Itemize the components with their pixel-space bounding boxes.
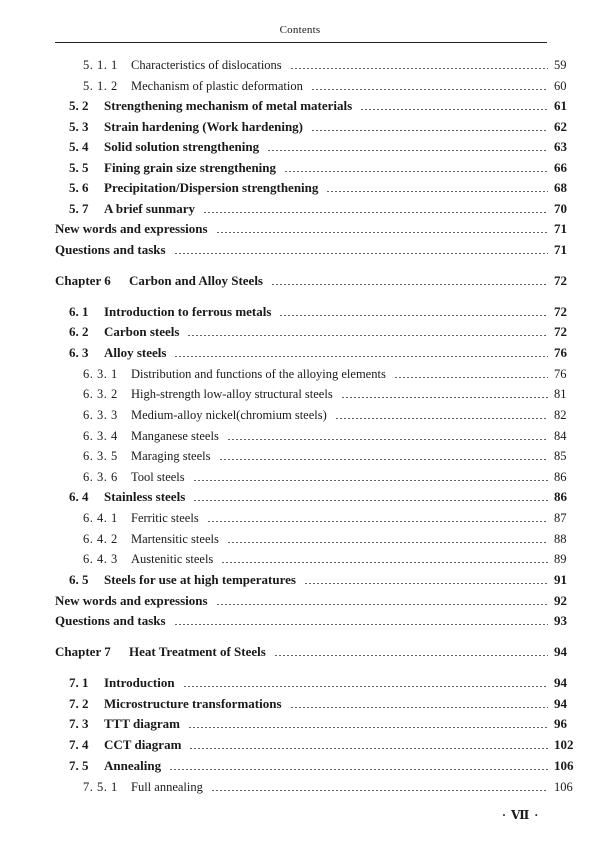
toc-entry-page: 72 — [554, 273, 567, 288]
toc-entry-page: 60 — [554, 79, 567, 93]
toc-entry-page: 102 — [554, 737, 574, 752]
toc-entry[interactable] — [0, 302, 600, 320]
leader-dots — [311, 130, 548, 131]
toc-entry-page: 86 — [554, 489, 567, 504]
leader-dots — [174, 624, 548, 625]
toc-entry-page: 61 — [554, 98, 567, 113]
toc-entry[interactable] — [0, 735, 600, 753]
leader-dots — [188, 727, 548, 728]
toc-entry-title: Introduction — [104, 675, 175, 690]
toc-entry-number: 6. 3 — [69, 345, 89, 360]
leader-dots — [221, 562, 548, 563]
toc-entry[interactable] — [0, 529, 600, 547]
toc-entry-number: 6. 2 — [69, 324, 89, 339]
toc-entry[interactable] — [0, 137, 600, 155]
toc-entry-number: 6. 4. 2 — [83, 532, 118, 546]
leader-dots — [193, 500, 548, 501]
toc-entry-page: 84 — [554, 429, 567, 443]
header-rule — [55, 42, 547, 43]
leader-dots — [227, 439, 548, 440]
toc-entry-page: 72 — [554, 304, 567, 319]
toc-entry-title: High-strength low-alloy structural steels — [131, 387, 333, 401]
leader-dots — [394, 377, 548, 378]
toc-chapter-number: Chapter 6 — [55, 273, 111, 288]
toc-entry-page: 76 — [554, 367, 567, 381]
toc-entry-title: New words and expressions — [55, 221, 208, 236]
toc-entry-page: 62 — [554, 119, 567, 134]
leader-dots — [304, 583, 548, 584]
leader-dots — [216, 604, 548, 605]
toc-entry[interactable] — [0, 756, 600, 774]
leader-dots — [193, 480, 548, 481]
toc-entry-title: Ferritic steels — [131, 511, 199, 525]
toc-entry[interactable] — [0, 55, 600, 73]
toc-entry-page: 89 — [554, 552, 567, 566]
toc-entry-number: 7. 2 — [69, 696, 89, 711]
toc-entry-page: 94 — [554, 675, 567, 690]
leader-dots — [203, 212, 548, 213]
toc-entry[interactable] — [0, 158, 600, 176]
toc-entry[interactable] — [0, 240, 600, 258]
toc-chapter-entry[interactable] — [0, 271, 600, 289]
toc-entry-title: Strain hardening (Work hardening) — [104, 119, 304, 134]
leader-dots — [207, 521, 548, 522]
toc-entry-number: 6. 4 — [69, 489, 89, 504]
toc-entry-page: 71 — [554, 221, 567, 236]
leader-dots — [311, 89, 548, 90]
leader-dots — [279, 315, 548, 316]
toc-entry-title: Questions and tasks — [55, 613, 166, 628]
toc-entry-title: Manganese steels — [131, 429, 219, 443]
toc-entry-number: 6. 5 — [69, 572, 89, 587]
leader-dots — [183, 686, 548, 687]
toc-entry-title: Characteristics of dislocations — [131, 58, 282, 72]
toc-entry-page: 82 — [554, 408, 567, 422]
leader-dots — [290, 68, 548, 69]
leader-dots — [341, 397, 548, 398]
leader-dots — [227, 542, 548, 543]
leader-dots — [326, 191, 548, 192]
toc-entry[interactable] — [0, 777, 600, 795]
toc-entry[interactable] — [0, 673, 600, 691]
toc-entry-number: 7. 1 — [69, 675, 89, 690]
leader-dots — [216, 232, 548, 233]
toc-entry-page: 96 — [554, 716, 567, 731]
toc-entry-page: 76 — [554, 345, 567, 360]
toc-chapter-title: Carbon and Alloy Steels — [129, 273, 263, 288]
toc-entry[interactable] — [0, 364, 600, 382]
toc-entry-title: CCT diagram — [104, 737, 182, 752]
toc-entry-page: 85 — [554, 449, 567, 463]
leader-dots — [290, 707, 548, 708]
toc-entry-title: Alloy steels — [104, 345, 167, 360]
toc-entry-page: 93 — [554, 613, 567, 628]
leader-dots — [174, 253, 548, 254]
leader-dots — [169, 769, 548, 770]
toc-entry-title: Precipitation/Dispersion strengthening — [104, 180, 319, 195]
toc-entry[interactable] — [0, 343, 600, 361]
toc-entry-page: 91 — [554, 572, 567, 587]
toc-entry-number: 5. 4 — [69, 139, 89, 154]
toc-entry-title: Solid solution strengthening — [104, 139, 260, 154]
toc-entry[interactable] — [0, 591, 600, 609]
toc-entry-number: 7. 3 — [69, 716, 89, 731]
toc-entry-title: Mechanism of plastic deformation — [131, 79, 303, 93]
toc-entry-page: 106 — [554, 780, 573, 794]
toc-entry-page: 59 — [554, 58, 567, 72]
toc-entry[interactable] — [0, 322, 600, 340]
toc-entry[interactable] — [0, 467, 600, 485]
toc-entry[interactable] — [0, 405, 600, 423]
toc-entry-page: 81 — [554, 387, 567, 401]
toc-entry-number: 5. 2 — [69, 98, 89, 113]
toc-entry-page: 94 — [554, 696, 567, 711]
leader-dots — [219, 459, 549, 460]
toc-entry[interactable] — [0, 117, 600, 135]
toc-entry-page: 106 — [554, 758, 574, 773]
leader-dots — [267, 150, 548, 151]
toc-entry-title: Maraging steels — [131, 449, 211, 463]
toc-entry-number: 7. 5. 1 — [83, 780, 118, 794]
toc-entry-title: Tool steels — [131, 470, 185, 484]
toc-entry[interactable] — [0, 76, 600, 94]
toc-entry-page: 68 — [554, 180, 567, 195]
leader-dots — [335, 418, 548, 419]
toc-entry-title: Steels for use at high temperatures — [104, 572, 296, 587]
leader-dots — [360, 109, 548, 110]
toc-entry-number: 6. 3. 5 — [83, 449, 118, 463]
leader-dots — [271, 284, 548, 285]
toc-entry-title: Full annealing — [131, 780, 203, 794]
toc-entry-number: 5. 7 — [69, 201, 89, 216]
toc-entry-page: 86 — [554, 470, 567, 484]
toc-entry-number: 5. 3 — [69, 119, 89, 134]
leader-dots — [211, 790, 548, 791]
toc-entry-title: Medium-alloy nickel(chromium steels) — [131, 408, 327, 422]
toc-entry[interactable] — [0, 714, 600, 732]
toc-entry-number: 7. 5 — [69, 758, 89, 773]
toc-entry[interactable] — [0, 384, 600, 402]
toc-entry[interactable] — [0, 199, 600, 217]
toc-entry-number: 6. 3. 2 — [83, 387, 118, 401]
leader-dots — [189, 748, 548, 749]
toc-entry-number: 6. 3. 3 — [83, 408, 118, 422]
toc-entry-page: 63 — [554, 139, 567, 154]
toc-entry[interactable] — [0, 446, 600, 464]
toc-entry-title: Microstructure transformations — [104, 696, 282, 711]
toc-entry-title: TTT diagram — [104, 716, 180, 731]
toc-entry-number: 6. 3. 6 — [83, 470, 118, 484]
toc-entry-title: Carbon steels — [104, 324, 180, 339]
toc-chapter-entry[interactable] — [0, 642, 600, 660]
toc-entry-title: Questions and tasks — [55, 242, 166, 257]
toc-entry[interactable] — [0, 96, 600, 114]
toc-entry-number: 6. 3. 4 — [83, 429, 118, 443]
toc-entry[interactable] — [0, 508, 600, 526]
toc-entry-title: A brief sunmary — [104, 201, 195, 216]
toc-entry[interactable] — [0, 549, 600, 567]
toc-entry-title: Stainless steels — [104, 489, 186, 504]
toc-entry-title: Annealing — [104, 758, 162, 773]
toc-entry-page: 70 — [554, 201, 567, 216]
leader-dots — [284, 171, 548, 172]
leader-dots — [174, 356, 548, 357]
toc-entry-number: 5. 6 — [69, 180, 89, 195]
toc-entry-page: 88 — [554, 532, 567, 546]
toc-entry-page: 71 — [554, 242, 567, 257]
toc-entry[interactable] — [0, 426, 600, 444]
running-header-title: Contents — [279, 24, 321, 36]
toc-entry[interactable] — [0, 694, 600, 712]
toc-entry-number: 6. 4. 1 — [83, 511, 118, 525]
leader-dots — [187, 335, 548, 336]
leader-dots — [274, 655, 548, 656]
toc-entry-number: 6. 3. 1 — [83, 367, 118, 381]
toc-entry-number: 5. 1. 1 — [83, 58, 118, 72]
toc-entry[interactable] — [0, 487, 600, 505]
toc-entry-title: Martensitic steels — [131, 532, 219, 546]
page-number-marker: · Ⅶ · — [502, 808, 540, 822]
toc-entry-title: Distribution and functions of the alloying elements — [131, 367, 386, 381]
toc-entry-title: Austenitic steels — [131, 552, 214, 566]
toc-chapter-number: Chapter 7 — [55, 644, 111, 659]
toc-entry[interactable] — [0, 570, 600, 588]
toc-entry-page: 87 — [554, 511, 567, 525]
toc-entry-number: 7. 4 — [69, 737, 89, 752]
toc-entry-page: 94 — [554, 644, 567, 659]
toc-entry-title: Introduction to ferrous metals — [104, 304, 272, 319]
toc-chapter-title: Heat Treatment of Steels — [129, 644, 266, 659]
toc-entry-title: New words and expressions — [55, 593, 208, 608]
toc-entry-title: Fining grain size strengthening — [104, 160, 277, 175]
toc-entry-page: 92 — [554, 593, 567, 608]
toc-entry[interactable] — [0, 219, 600, 237]
toc-entry-title: Strengthening mechanism of metal materials — [104, 98, 353, 113]
toc-entry-page: 66 — [554, 160, 567, 175]
toc-entry[interactable] — [0, 178, 600, 196]
toc-entry-number: 5. 1. 2 — [83, 79, 118, 93]
toc-entry-number: 6. 1 — [69, 304, 89, 319]
toc-entry[interactable] — [0, 611, 600, 629]
toc-entry-page: 72 — [554, 324, 567, 339]
toc-entry-number: 5. 5 — [69, 160, 89, 175]
toc-entry-number: 6. 4. 3 — [83, 552, 118, 566]
